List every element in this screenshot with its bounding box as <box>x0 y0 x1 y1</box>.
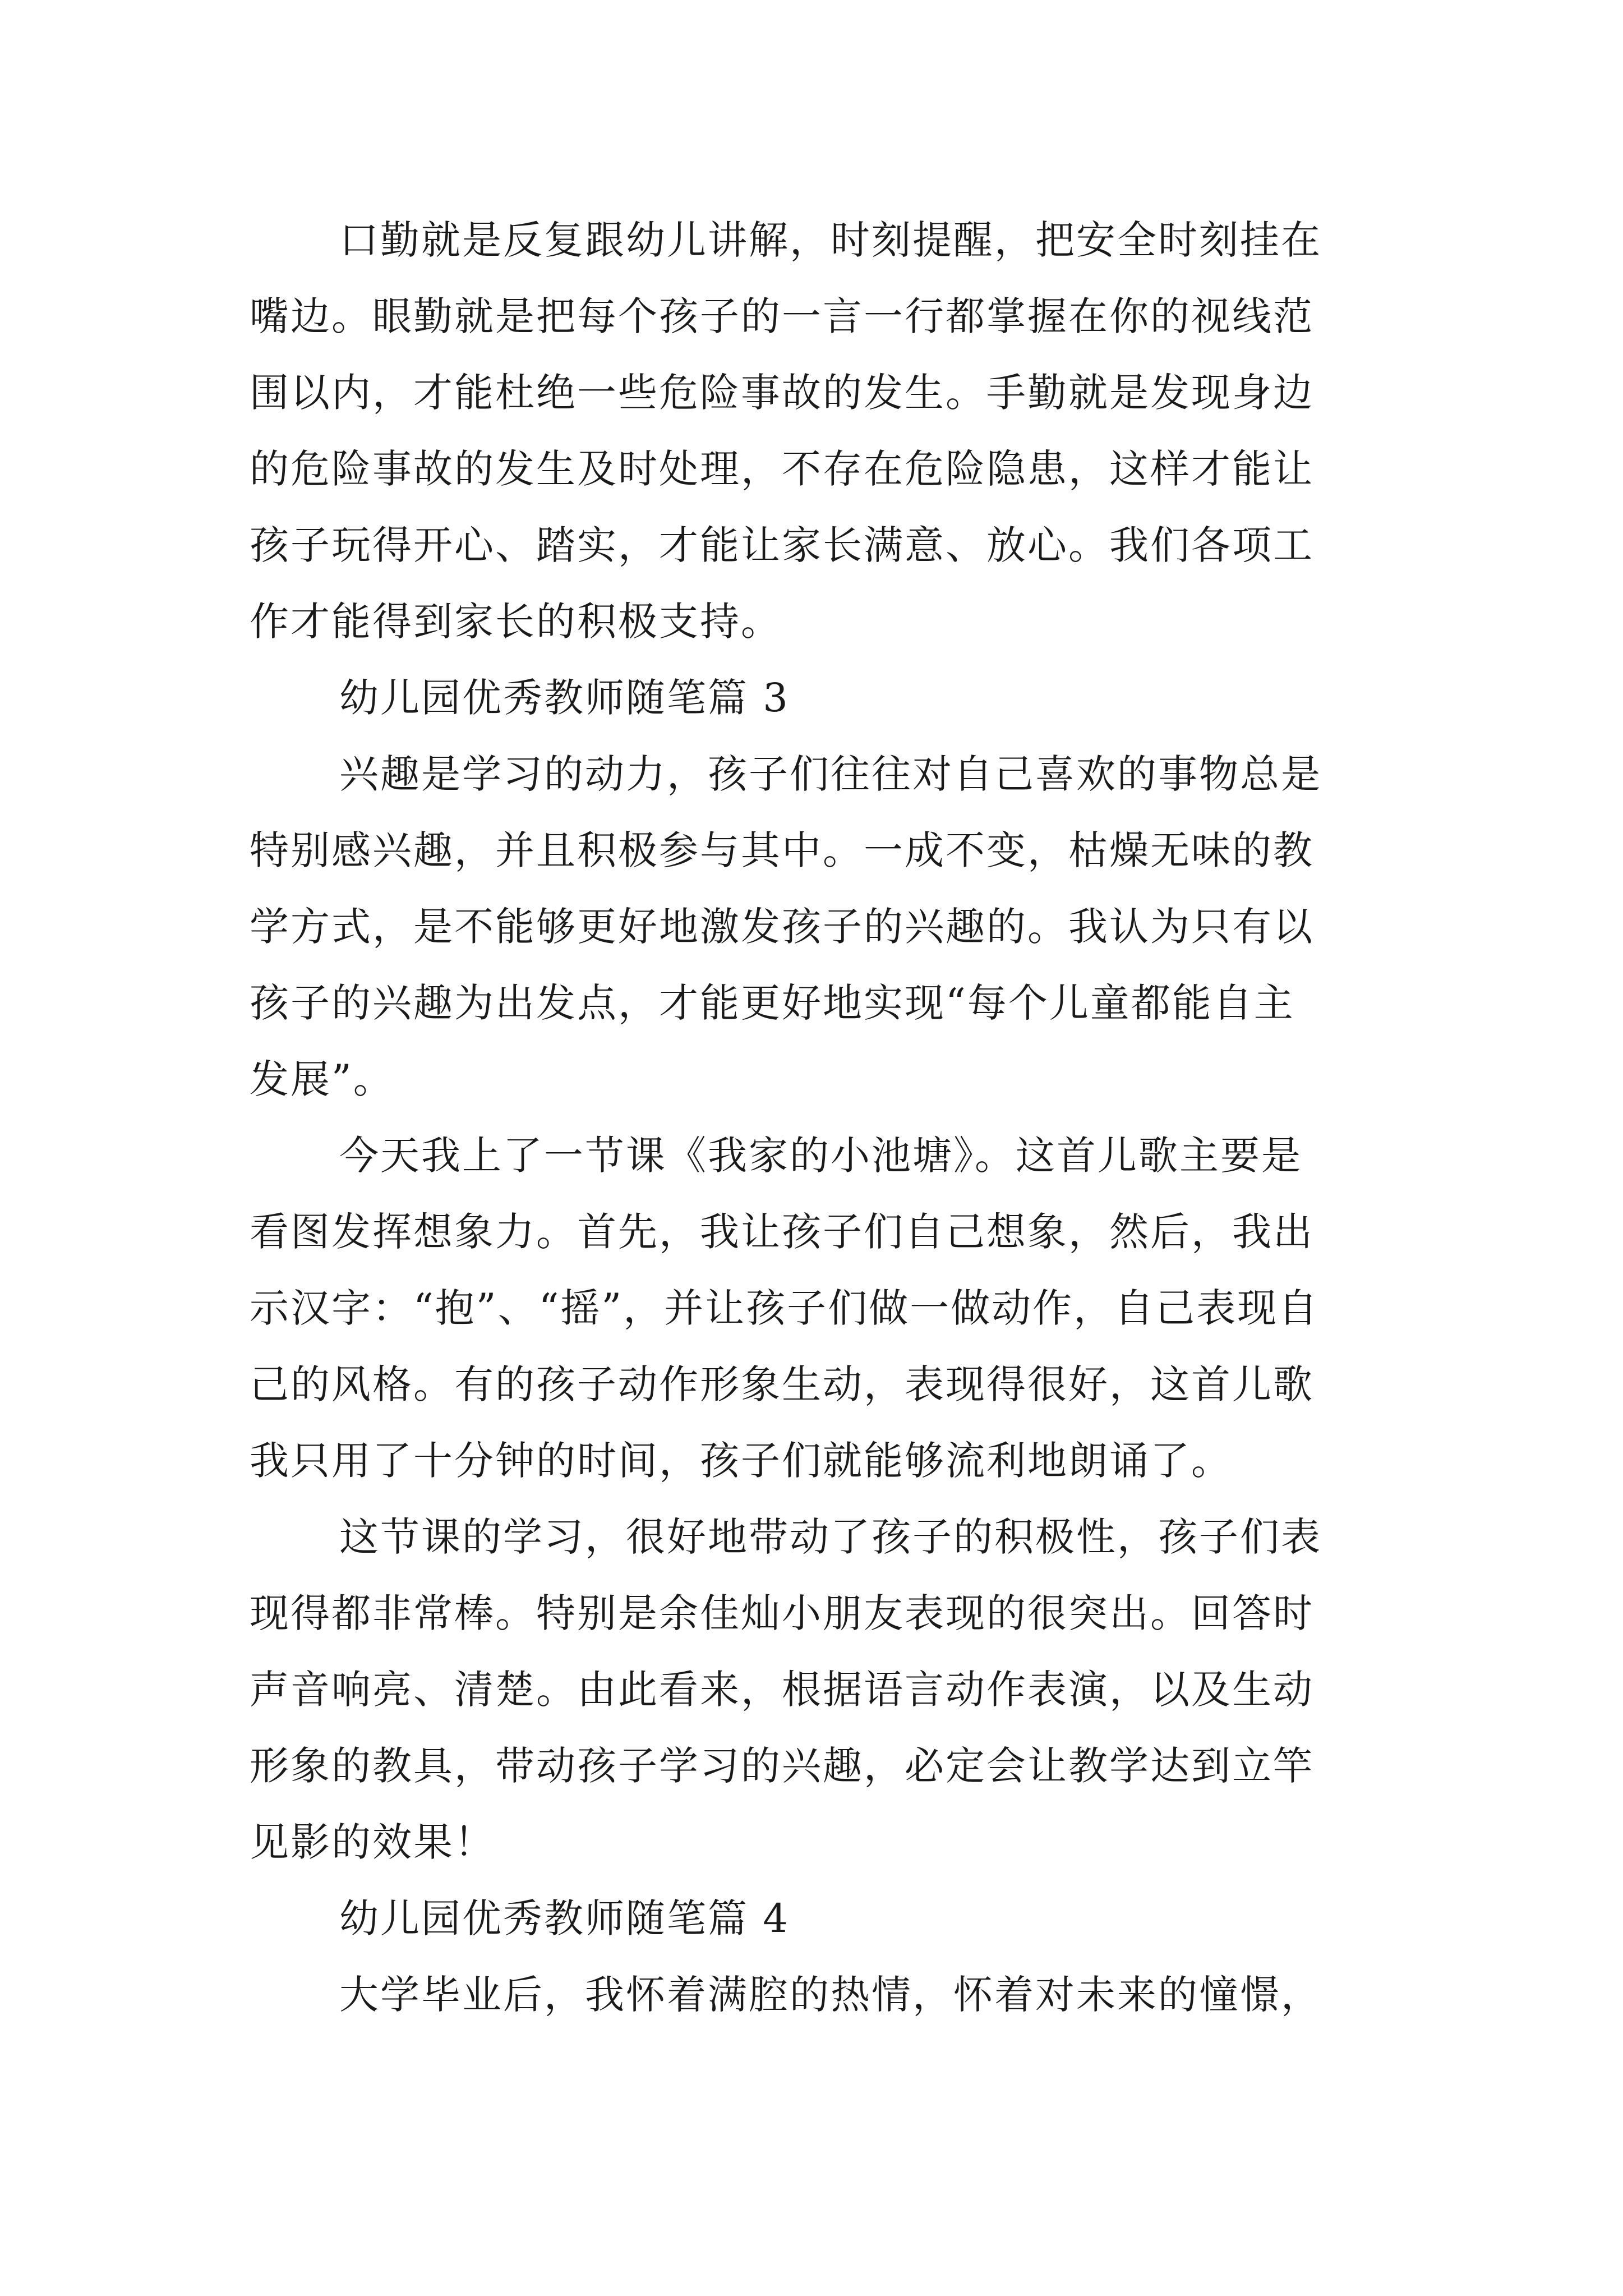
document-body <box>250 202 1382 2033</box>
paragraph-line: 口勤就是反复跟幼儿讲解，时刻提醒，把安全时刻挂在 <box>339 217 1322 263</box>
section-heading: 幼儿园优秀教师随笔篇 4 <box>339 1895 790 1941</box>
paragraph-line: 示汉字：“抱”、“摇”，并让孩子们做一做动作，自己表现自 <box>250 1285 1320 1331</box>
paragraph-line: 形象的教具，带动孩子学习的兴趣，必定会让教学达到立竿 <box>250 1743 1314 1789</box>
paragraph-line: 声音响亮、清楚。由此看来，根据语言动作表演，以及生动 <box>250 1667 1314 1713</box>
paragraph-line: 己的风格。有的孩子动作形象生动，表现得很好，这首儿歌 <box>250 1361 1314 1407</box>
paragraph-line: 围以内，才能杜绝一些危险事故的发生。手勤就是发现身边 <box>250 370 1314 416</box>
paragraph-line: 发展”。 <box>250 1056 394 1102</box>
paragraph-line: 孩子的兴趣为出发点，才能更好地实现“每个儿童都能自主 <box>250 980 1295 1026</box>
paragraph-line: 特别感兴趣，并且积极参与其中。一成不变，枯燥无味的教 <box>250 827 1314 873</box>
paragraph-line: 看图发挥想象力。首先，我让孩子们自己想象，然后，我出 <box>250 1209 1314 1255</box>
paragraph-line: 现得都非常棒。特别是余佳灿小朋友表现的很突出。回答时 <box>250 1590 1314 1636</box>
paragraph-line: 大学毕业后，我怀着满腔的热情，怀着对未来的憧憬， <box>339 1972 1322 2018</box>
paragraph-line: 作才能得到家长的积极支持。 <box>250 599 782 645</box>
paragraph-line: 孩子玩得开心、踏实，才能让家长满意、放心。我们各项工 <box>250 522 1314 568</box>
paragraph-line: 这节课的学习，很好地带动了孩子的积极性，孩子们表 <box>339 1514 1322 1560</box>
paragraph-line: 今天我上了一节课《我家的小池塘》。这首儿歌主要是 <box>339 1133 1302 1179</box>
paragraph-line: 嘴边。眼勤就是把每个孩子的一言一行都掌握在你的视线范 <box>250 293 1314 339</box>
paragraph-line: 兴趣是学习的动力，孩子们往往对自己喜欢的事物总是 <box>339 751 1322 797</box>
paragraph-line: 学方式，是不能够更好地激发孩子的兴趣的。我认为只有以 <box>250 904 1314 950</box>
paragraph-line: 我只用了十分钟的时间，孩子们就能够流利地朗诵了。 <box>250 1438 1232 1484</box>
paragraph-line: 见影的效果！ <box>250 1819 495 1865</box>
paragraph-line: 的危险事故的发生及时处理，不存在危险隐患，这样才能让 <box>250 446 1314 492</box>
section-heading: 幼儿园优秀教师随笔篇 3 <box>339 675 790 721</box>
